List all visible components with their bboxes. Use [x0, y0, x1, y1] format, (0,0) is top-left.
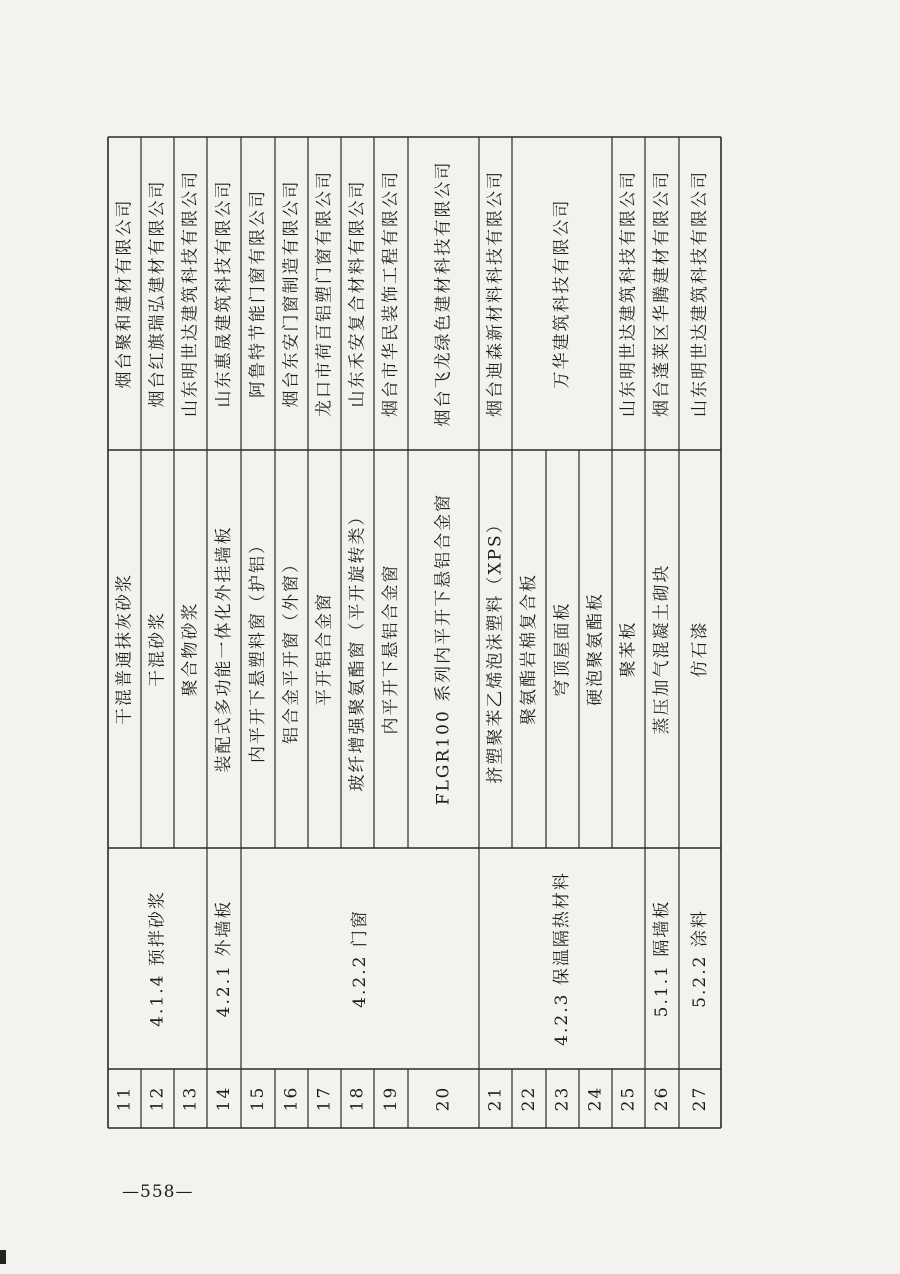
row-index: 16: [281, 1085, 302, 1112]
page-number: —558—: [122, 1182, 194, 1202]
company-name: 烟台飞龙绿色建材科技有限公司: [433, 160, 454, 427]
row-index: 27: [690, 1085, 710, 1112]
product-name: 聚苯板: [618, 620, 639, 678]
row-index: 26: [652, 1085, 672, 1112]
row-index: 21: [485, 1085, 506, 1112]
product-name: 干混砂浆: [147, 611, 168, 687]
product-name: 挤塑聚苯乙烯泡沫塑料（XPS）: [485, 514, 506, 784]
row-index: 12: [147, 1085, 168, 1112]
row-index: 15: [248, 1085, 268, 1112]
row-index: 25: [618, 1085, 639, 1112]
product-name: 铝合金平开窗（外窗）: [281, 554, 302, 744]
company-name: 烟台聚和建材有限公司: [114, 198, 135, 389]
company-name: 阿鲁特节能门窗有限公司: [248, 189, 268, 398]
company-name: 龙口市荷百铝塑门窗有限公司: [314, 170, 335, 417]
product-name: 硬泡聚氨酯板: [585, 592, 606, 706]
product-name: 装配式多功能一体化外挂墙板: [214, 525, 234, 773]
category-label: 4.2.1 外墙板: [214, 899, 234, 1018]
row-index: 14: [214, 1085, 234, 1112]
company-name: 烟台蓬莱区华腾建材有限公司: [652, 170, 672, 417]
category-label: 4.2.2 门窗: [350, 909, 370, 1008]
row-index: 24: [585, 1085, 606, 1112]
company-name: 万华建筑科技有限公司: [552, 198, 572, 389]
product-name: 蒸压加气混凝土砌块: [652, 563, 672, 735]
row-index: 22: [519, 1085, 539, 1112]
company-name: 山东禾安复合材料有限公司: [347, 179, 368, 408]
company-name: 山东明世达建筑科技有限公司: [618, 170, 639, 417]
product-name: 内平开下悬塑料窗（护铝）: [248, 535, 268, 763]
company-name: 烟台迪森新材料科技有限公司: [485, 170, 506, 417]
row-index: 18: [347, 1085, 368, 1112]
product-name: 仿石漆: [690, 620, 710, 678]
category-label: 5.2.2 涂料: [690, 909, 710, 1008]
row-index: 13: [180, 1085, 201, 1112]
company-name: 山东惠晟建筑科技有限公司: [214, 179, 234, 408]
product-name: 内平开下悬铝合金窗: [381, 563, 401, 735]
product-name: 干混普通抹灰砂浆: [114, 573, 135, 725]
company-name: 烟台市华民装饰工程有限公司: [381, 170, 401, 417]
product-name: 穹顶屋面板: [552, 601, 573, 697]
row-index: 17: [314, 1085, 335, 1112]
product-name: FLGR100 系列内平开下悬铝合金窗: [433, 492, 454, 806]
company-name: 山东明世达建筑科技有限公司: [180, 170, 201, 417]
row-index: 11: [114, 1085, 135, 1112]
category-label: 4.1.4 预拌砂浆: [147, 890, 168, 1027]
product-name: 平开铝合金窗: [314, 592, 335, 706]
binding-mark: [0, 1250, 6, 1264]
product-name: 聚氨酯岩棉复合板: [519, 573, 539, 725]
row-index: 19: [381, 1085, 401, 1112]
category-label: 4.2.3 保温隔热材料: [552, 871, 572, 1046]
row-index: 20: [433, 1085, 454, 1112]
category-label: 5.1.1 隔墙板: [652, 899, 672, 1018]
company-name: 烟台红旗瑞弘建材有限公司: [147, 179, 168, 408]
row-index: 23: [552, 1085, 573, 1112]
product-name: 聚合物砂浆: [180, 601, 201, 697]
company-name: 烟台东安门窗制造有限公司: [281, 179, 302, 408]
company-name: 山东明世达建筑科技有限公司: [690, 170, 710, 417]
product-name: 玻纤增强聚氨酯窗（平开旋转类）: [347, 506, 368, 792]
